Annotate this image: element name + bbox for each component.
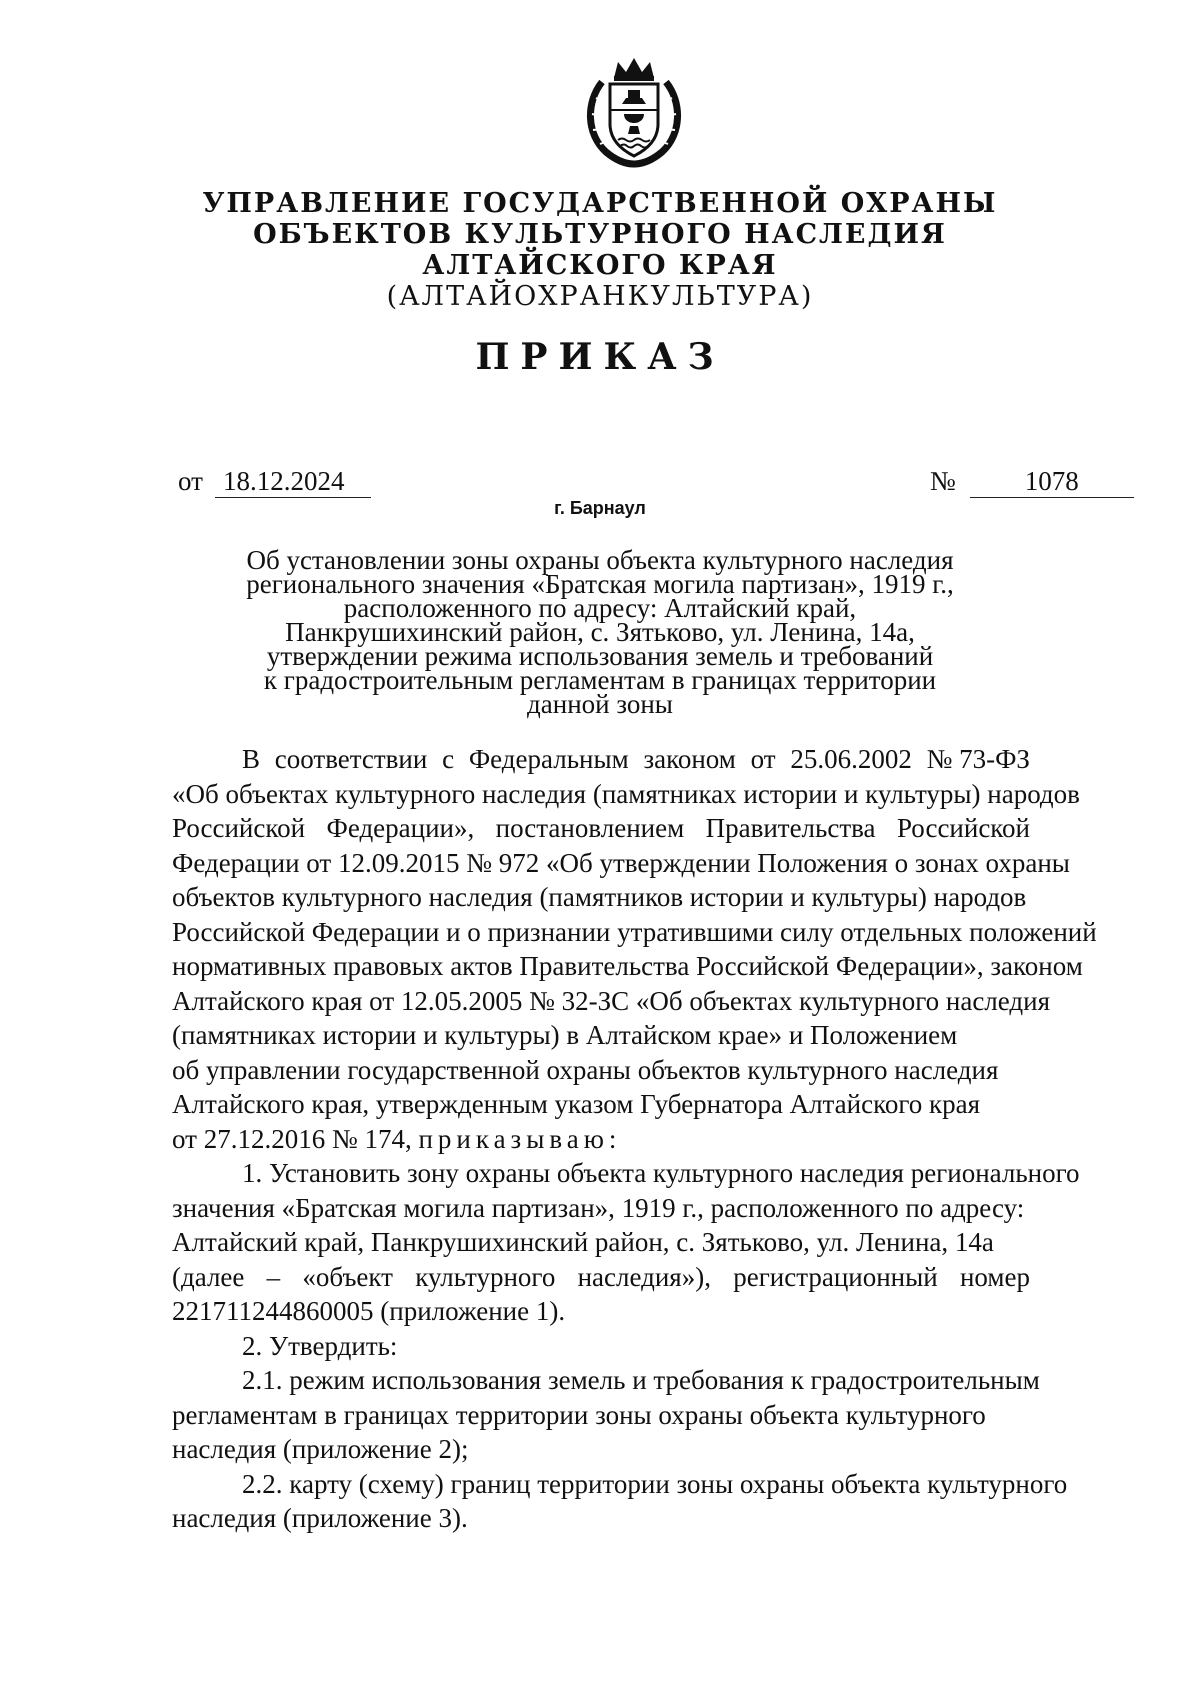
document-title: ПРИКАЗ xyxy=(475,336,725,378)
word: «объект xyxy=(302,1261,393,1292)
item-2: 2. Утвердить: xyxy=(242,1330,398,1361)
word: Федерации», xyxy=(326,813,475,843)
word: (далее xyxy=(172,1261,245,1292)
word: – xyxy=(266,1261,281,1292)
order-word: приказываю: xyxy=(418,1123,622,1154)
word: от xyxy=(750,744,776,774)
item-2-1-line-3: наследия (приложение 2); xyxy=(172,1434,469,1464)
city-label: г. Барнаул xyxy=(554,498,646,518)
item-1-line-4 xyxy=(172,1260,1030,1295)
subject-line: расположенного по адресу: Алтайский край, xyxy=(343,593,857,623)
item-2-2-line-2: наследия (приложение 3). xyxy=(172,1503,468,1533)
word: В xyxy=(242,744,261,774)
coat-of-arms-icon xyxy=(580,52,688,170)
preamble-line-8: Алтайского края от 12.05.2005 № 32-ЗС «Об объектах культурного наследия xyxy=(172,985,1051,1016)
word: регистрационный xyxy=(733,1261,938,1292)
word: номер xyxy=(959,1261,1030,1292)
preamble-line-5: объектов культурного наследия (памятников истории и культуры) народов xyxy=(172,882,1027,912)
word: Правительства xyxy=(705,813,876,843)
document-body xyxy=(172,742,1097,1536)
preamble-line-12 xyxy=(172,1122,1030,1157)
item-1-line-3: Алтайский край, Панкрушихинский район, с. Зятьково, ул. Ленина, 14а xyxy=(172,1227,994,1257)
date-prefix: от xyxy=(178,466,203,496)
header-line-2: ОБЪЕКТОВ КУЛЬТУРНОГО НАСЛЕДИЯ xyxy=(253,219,947,250)
word: Российской xyxy=(896,813,1030,843)
word: Федеральным xyxy=(468,744,629,774)
preamble-line-7: нормативных правовых актов Правительства Российской Федерации», законом xyxy=(172,951,1083,981)
organization-header xyxy=(200,188,1000,312)
preamble-line-1 xyxy=(172,742,1030,777)
item-2-1-line-1: 2.1. режим использования земель и требования к градостроительным xyxy=(242,1365,1040,1395)
word: культурного xyxy=(415,1261,556,1292)
word: 25.06.2002 xyxy=(790,744,912,774)
header-line-3: АЛТАЙСКОГО КРАЯ xyxy=(422,250,778,281)
coat-of-arms-emblem xyxy=(580,52,688,170)
subject-line: Панкрушихинский район, с. Зятьково, ул. Ленина, 14а, xyxy=(285,617,915,647)
date-value: 18.12.2024 xyxy=(215,466,371,498)
item-1-line-1: 1. Установить зону охраны объекта культурного наследия регионального xyxy=(242,1158,1080,1188)
preamble-line-12-start: от 27.12.2016 № 174, xyxy=(172,1123,419,1154)
preamble-line-6: Российской Федерации и о признании утратившими силу отдельных положений xyxy=(172,916,1097,947)
number-value: 1078 xyxy=(970,466,1134,498)
date-field xyxy=(178,466,371,498)
subject-line: Об установлении зоны охраны объекта культурного наследия xyxy=(246,545,954,575)
subject-line: регионального значения «Братская могила партизан», 1919 г., xyxy=(246,569,954,599)
word: № 73-ФЗ xyxy=(926,744,1030,774)
item-2-1-line-2: регламентам в границах территории зоны охраны объекта культурного xyxy=(172,1399,986,1430)
document-subject xyxy=(225,545,975,719)
header-line-1: УПРАВЛЕНИЕ ГОСУДАРСТВЕННОЙ ОХРАНЫ xyxy=(202,188,998,219)
word: постановлением xyxy=(495,813,685,843)
item-1-line-2: значения «Братская могила партизан», 1919 г., расположенного по адресу: xyxy=(172,1192,1025,1223)
preamble-line-9: (памятниках истории и культуры) в Алтайском крае» и Положением xyxy=(172,1020,958,1050)
word: законом xyxy=(643,744,736,774)
item-1-line-5: 221711244860005 (приложение 1). xyxy=(172,1296,566,1326)
subject-line: данной зоны xyxy=(527,689,673,719)
header-line-4: (АЛТАЙОХРАНКУЛЬТУРА) xyxy=(386,281,814,312)
number-field xyxy=(930,466,1134,498)
word: с xyxy=(442,744,455,774)
number-prefix: № xyxy=(930,466,956,496)
item-2-2-line-1: 2.2. карту (схему) границ территории зоны охраны объекта культурного xyxy=(242,1468,1068,1499)
preamble-line-4: Федерации от 12.09.2015 № 972 «Об утверждении Положения о зонах охраны xyxy=(172,847,1070,878)
subject-line: утверждении режима использования земель и требований xyxy=(266,641,934,671)
preamble-line-2: «Об объектах культурного наследия (памятниках истории и культуры) народов xyxy=(172,778,1080,809)
preamble-line-10: об управлении государственной охраны объектов культурного наследия xyxy=(172,1054,999,1085)
word: Российской xyxy=(172,813,306,843)
preamble-line-11: Алтайского края, утвержденным указом Губернатора Алтайского края xyxy=(172,1089,981,1119)
word: наследия»), xyxy=(577,1261,711,1292)
word: соответствии xyxy=(274,744,428,774)
subject-line: к градостроительным регламентам в границах территории xyxy=(263,665,937,695)
preamble-line-3 xyxy=(172,811,1030,846)
